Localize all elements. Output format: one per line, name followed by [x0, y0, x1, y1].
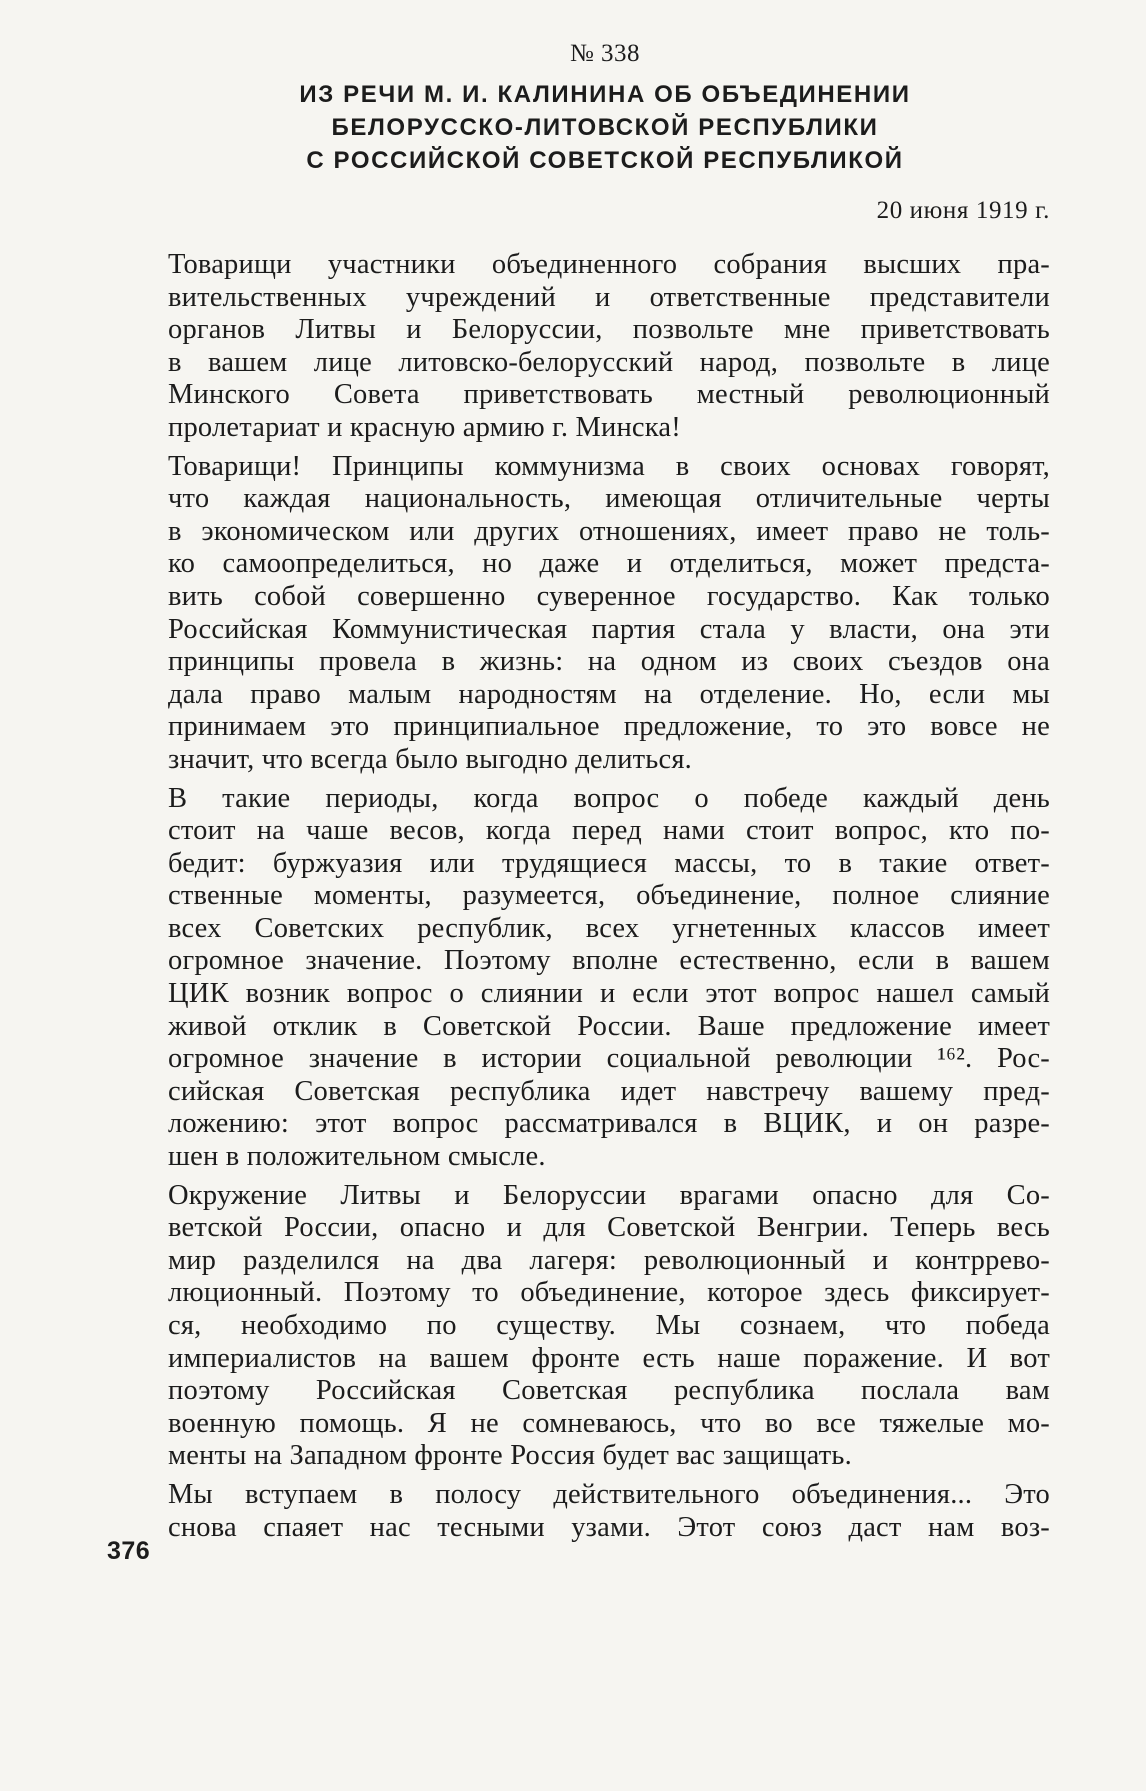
text-line: Минского Совета приветствовать местный революционный	[168, 379, 1050, 411]
text-line: вить собой совершенно суверенное государство. Как только	[168, 580, 1050, 612]
document-number: № 338	[569, 40, 641, 67]
text-line: в вашем лице литовско-белорусский народ, позвольте в лице	[168, 346, 1050, 378]
text-line: люционный. Поэтому то объединение, которое здесь фиксирует-	[168, 1277, 1050, 1309]
text-line: пролетариат и красную армию г. Минска!	[168, 411, 681, 443]
text-line: Окружение Литвы и Белоруссии врагами опасно для Со-	[168, 1179, 1050, 1211]
text-line: ветской России, опасно и для Советской Венгрии. Теперь весь	[168, 1212, 1050, 1244]
title-line: С РОССИЙСКОЙ СОВЕТСКОЙ РЕСПУБЛИКОЙ	[306, 147, 904, 174]
text-line: ственные моменты, разумеется, объединение, полное слияние	[168, 880, 1050, 912]
text-line: Товарищи! Принципы коммунизма в своих основах говорят,	[168, 450, 1050, 482]
text-line: что каждая национальность, имеющая отличительные черты	[168, 483, 1050, 515]
text-line: ко самоопределиться, но даже и отделиться, может предста-	[168, 548, 1050, 580]
text-line: живой отклик в Советской России. Ваше предложение имеет	[168, 1010, 1050, 1042]
text-line: Товарищи участники объединенного собрания высших пра-	[168, 249, 1050, 280]
text-line: ложению: этот вопрос рассматривался в ВЦИК, и он разре-	[168, 1108, 1050, 1140]
document-date: 20 июня 1919 г.	[876, 197, 1050, 224]
text-line: шен в положительном смысле.	[168, 1141, 546, 1173]
text-line: вительственных учреждений и ответственные представители	[168, 281, 1050, 313]
paragraph-1	[120, 249, 1050, 445]
text-line: дала право малым народностям на отделение. Но, если мы	[168, 678, 1050, 710]
document-title	[120, 78, 1050, 177]
body-text	[120, 249, 1050, 1544]
paragraph-3	[120, 783, 1050, 1174]
paragraph-5	[120, 1479, 1050, 1544]
text-line: бедит: буржуазия или трудящиеся массы, то в такие ответ-	[168, 847, 1050, 879]
text-line: огромное значение в истории социальной революции ¹⁶². Рос-	[168, 1043, 1050, 1075]
text-line: органов Литвы и Белоруссии, позвольте мне приветствовать	[168, 314, 1050, 346]
text-line: значит, что всегда было выгодно делиться.	[168, 743, 692, 775]
text-line: поэтому Российская Советская республика послала вам	[168, 1375, 1050, 1407]
text-line: в экономическом или других отношениях, имеет право не толь-	[168, 515, 1050, 547]
title-line: БЕЛОРУССКО-ЛИТОВСКОЙ РЕСПУБЛИКИ	[331, 114, 879, 141]
text-line: империалистов на вашем фронте есть наше поражение. И вот	[168, 1342, 1050, 1374]
text-line: снова спаяет нас тесными узами. Этот союз даст нам воз-	[168, 1511, 1050, 1543]
text-line: Мы вступаем в полосу действительного объединения... Это	[168, 1478, 1050, 1510]
text-line: всех Советских республик, всех угнетенных классов имеет	[168, 912, 1050, 944]
text-line: менты на Западном фронте Россия будет вас защищать.	[168, 1440, 852, 1472]
document-page	[120, 36, 1050, 1550]
text-line: Российская Коммунистическая партия стала у власти, она эти	[168, 613, 1050, 645]
text-line: принципы провела в жизнь: на одном из своих съездов она	[168, 646, 1050, 678]
paragraph-4	[120, 1180, 1050, 1473]
text-line: сийская Советская республика идет навстречу вашему пред-	[168, 1075, 1050, 1107]
title-line: ИЗ РЕЧИ М. И. КАЛИНИНА ОБ ОБЪЕДИНЕНИИ	[299, 81, 911, 108]
text-line: военную помощь. Я не сомневаюсь, что во все тяжелые мо-	[168, 1407, 1050, 1439]
paragraph-2	[120, 451, 1050, 777]
text-line: ЦИК возник вопрос о слиянии и если этот вопрос нашел самый	[168, 978, 1050, 1010]
text-line: мир разделился на два лагеря: революционный и контррево-	[168, 1244, 1050, 1276]
page-number: 376	[107, 1537, 151, 1565]
text-line: стоит на чаше весов, когда перед нами стоит вопрос, кто по-	[168, 815, 1050, 847]
text-line: В такие периоды, когда вопрос о победе каждый день	[168, 782, 1050, 814]
text-line: огромное значение. Поэтому вполне естественно, если в вашем	[168, 945, 1050, 977]
text-line: ся, необходимо по существу. Мы сознаем, что победа	[168, 1310, 1050, 1341]
text-line: принимаем это принципиальное предложение, то это вовсе не	[168, 711, 1050, 743]
